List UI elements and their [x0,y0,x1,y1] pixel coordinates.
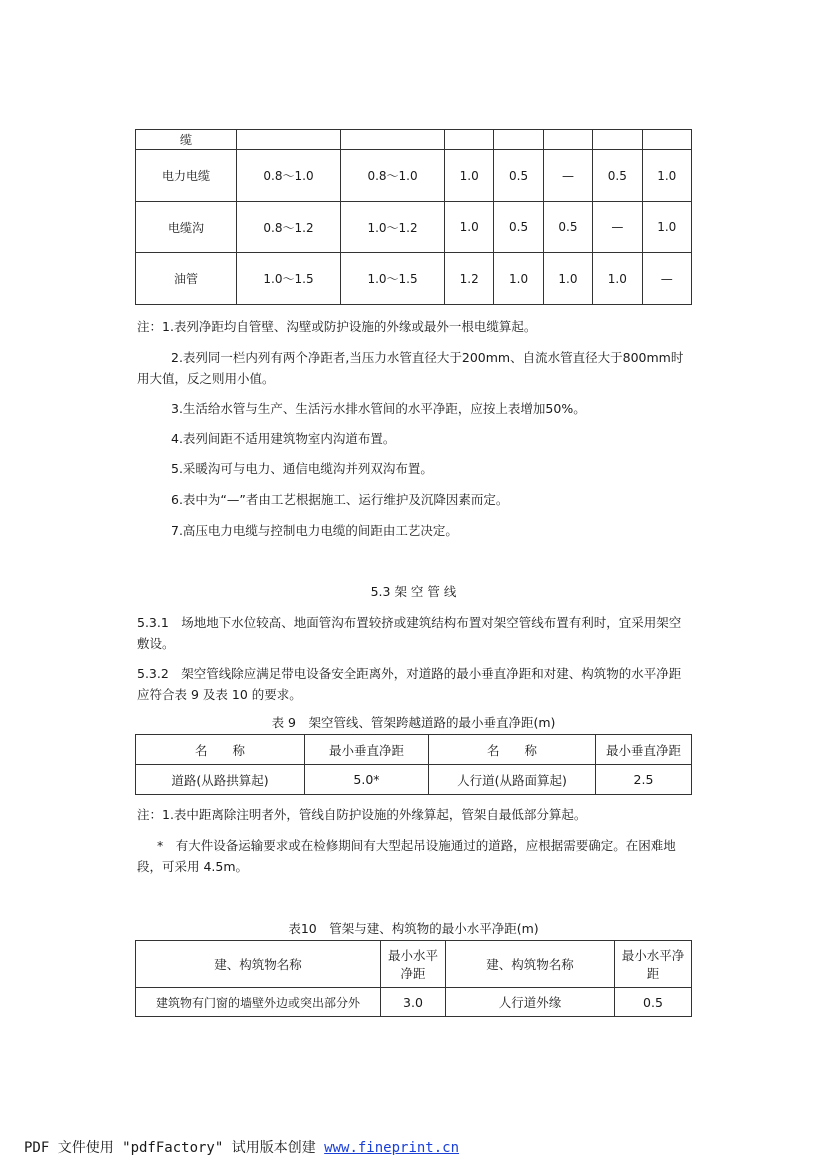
table-cell: 1.0～1.5 [237,253,341,305]
table-cell [341,130,445,150]
table-header-row [136,941,692,988]
table-header: 名 称 [136,735,305,765]
paragraph-5-3-1: 5.3.1 场地地下水位较高、地面管沟布置较挤或建筑结构布置对架空管线布置有利时，宜采用架空敷设。 [137,615,682,651]
table-cell: — [642,253,691,305]
table-cell: 1.0 [642,202,691,253]
table-note: 3.生活给水管与生产、生活污水排水管间的水平净距，应按上表增加50%。 [171,401,586,416]
table-header: 最小垂直净距 [305,735,429,765]
table-cell: 1.0 [445,150,494,202]
table-header: 建、构筑物名称 [136,941,381,988]
table-9-note: 注：1.表中距离除注明者外，管线自防护设施的外缘算起，管架自最低部分算起。 [137,807,587,822]
table-cell [642,130,691,150]
table-cell: 0.8～1.2 [237,202,341,253]
table-note: 5.采暖沟可与电力、通信电缆沟并列双沟布置。 [171,461,433,476]
table-cell: 1.0 [445,202,494,253]
table-note: 2.表列同一栏内列有两个净距者,当压力水管直径大于200mm、自流水管直径大于800mm时用大值，反之则用小值。 [137,350,684,386]
table-header: 名 称 [429,735,596,765]
table-10-caption: 表10 管架与建、构筑物的最小水平净距(m) [288,921,539,936]
table-header: 最小水平净距 [381,941,446,988]
table-row [136,150,692,202]
table-cell: 道路(从路拱算起) [136,765,305,795]
table-header: 最小垂直净距 [596,735,692,765]
table-cell: 1.0 [642,150,691,202]
table-header: 建、构筑物名称 [446,941,615,988]
table-cell: 0.5 [494,202,543,253]
table-row [136,253,692,305]
table-row [136,202,692,253]
table-cell: 0.5 [593,150,642,202]
table-cell: 1.0 [593,253,642,305]
table-9-caption: 表 9 架空管线、管架跨越道路的最小垂直净距(m) [271,715,556,730]
table-cell: 人行道(从路面算起) [429,765,596,795]
table-cell: 0.8～1.0 [341,150,445,202]
row-label: 电缆沟 [136,202,237,253]
table-cell: 3.0 [381,988,446,1017]
table-cell [494,130,543,150]
table-cell: 1.0～1.2 [341,202,445,253]
paragraph-5-3-2: 5.3.2 架空管线除应满足带电设备安全距离外，对道路的最小垂直净距和对建、构筑物的水平净距应符合表 9 及表 10 的要求。 [137,666,682,702]
table-cell: 5.0* [305,765,429,795]
table-cell [593,130,642,150]
table-note: 4.表列间距不适用建筑物室内沟道布置。 [171,431,396,446]
table-cell: 0.5 [543,202,592,253]
section-title: 5.3 架 空 管 线 [370,584,457,599]
table-10 [135,940,692,1017]
footer-text: PDF 文件使用 "pdfFactory" 试用版本创建 [24,1140,325,1156]
table-cell: 0.8～1.0 [237,150,341,202]
row-label: 电力电缆 [136,150,237,202]
table-cell [237,130,341,150]
table-9-footnote: * 有大件设备运输要求或在检修期间有大型起吊设施通过的道路，应根据需要确定。在困难地段，可采用 4.5m。 [137,838,676,874]
table-cell: — [543,150,592,202]
table-cell: 1.0 [543,253,592,305]
table-cell: 1.0～1.5 [341,253,445,305]
table-cell [445,130,494,150]
table-8-continuation [135,129,692,305]
table-cell: 1.0 [494,253,543,305]
table-9 [135,734,692,795]
table-note: 7.高压电力电缆与控制电力电缆的间距由工艺决定。 [171,523,458,538]
table-note: 注：1.表列净距均自管壁、沟壁或防护设施的外缘或最外一根电缆算起。 [137,319,537,334]
table-row [136,988,692,1017]
table-cell [543,130,592,150]
row-label: 油管 [136,253,237,305]
table-cell: 人行道外缘 [446,988,615,1017]
row-label: 缆 [136,130,237,150]
pdf-footer [24,1137,459,1157]
table-cell: — [593,202,642,253]
table-row [136,765,692,795]
table-cell: 0.5 [494,150,543,202]
table-cell: 建筑物有门窗的墙壁外边或突出部分外 [136,988,381,1017]
table-cell: 2.5 [596,765,692,795]
table-cell: 0.5 [615,988,692,1017]
table-header: 最小水平净距 [615,941,692,988]
table-header-row [136,735,692,765]
table-cell: 1.2 [445,253,494,305]
fineprint-link[interactable]: www.fineprint.cn [324,1140,460,1156]
table-note: 6.表中为“—”者由工艺根据施工、运行维护及沉降因素而定。 [171,492,509,507]
table-row [136,130,692,150]
